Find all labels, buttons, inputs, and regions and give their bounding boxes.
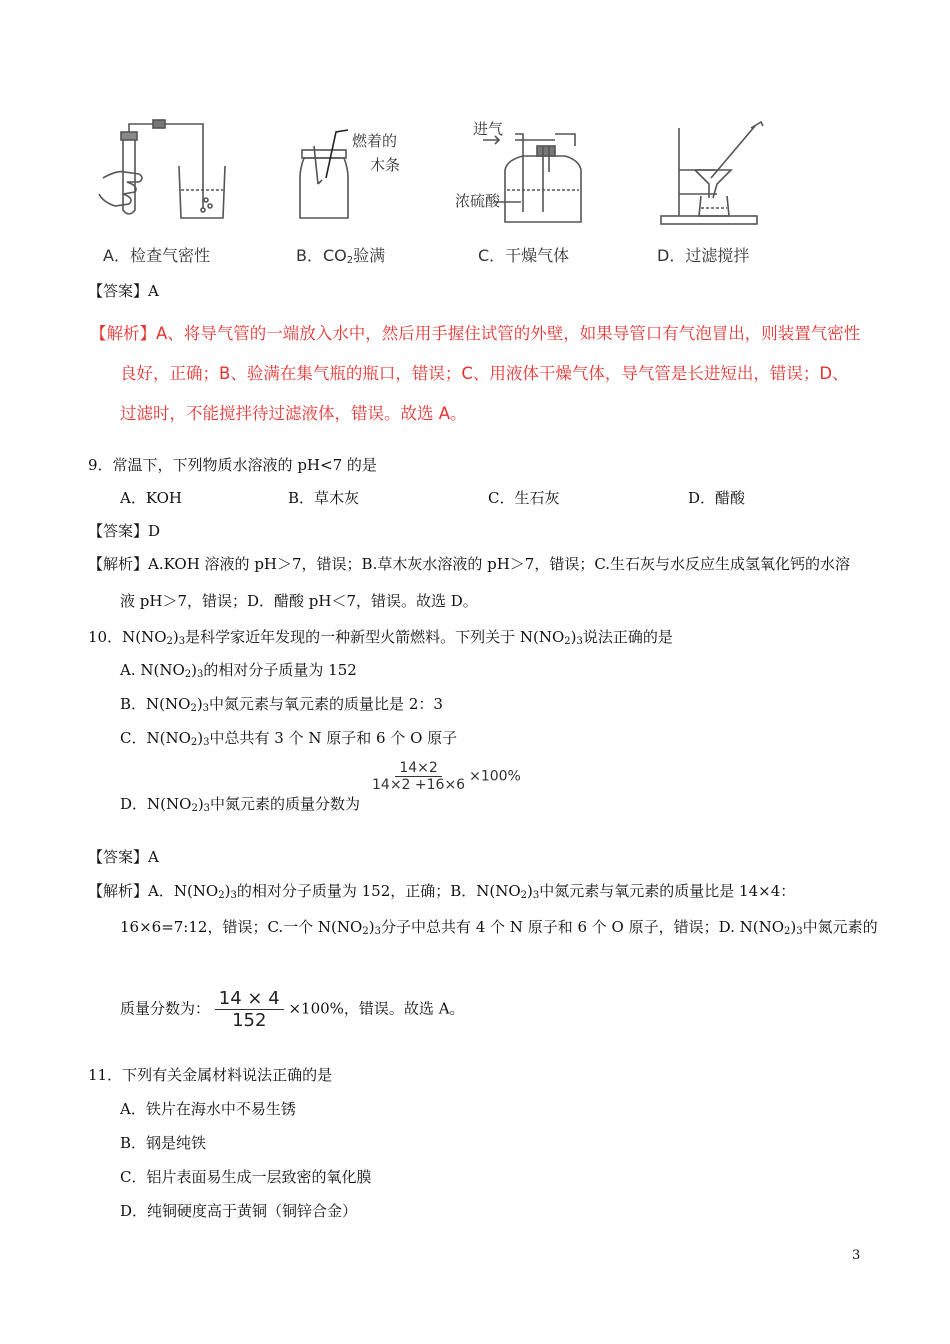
q9-analysis-line1: 【解析】A.KOH 溶液的 pH＞7，错误；B.草木灰水溶液的 pH＞7，错误；C.生石灰与水反应生成氢氧化钙的水溶 [88,555,851,573]
q10-option-b: B．$N(NO_2)_3$中氮元素与氧元素的质量比是 2：3 [120,695,443,714]
q9-option-c: C．生石灰 [488,489,560,507]
q10-analysis-line2: 16×6=7:12，错误；C.一个 $N(NO_2)_3$分子中总共有 4 个 N 原子和 6 个 O 原子，错误；D. $N(NO_2)_3$中氮元素的 [120,918,878,937]
analysis-denominator: 152 [232,1010,267,1031]
q10-option-c: C．$N(NO_2)_3$中总共有 3 个 N 原子和 6 个 O 原子 [120,729,458,748]
label-burning: 燃着的 [352,132,398,150]
formula-numerator: 14×2 [395,760,441,777]
q9-option-a: A．KOH [120,489,183,507]
caption-a: A．检查气密性 [103,246,210,265]
q11-option-c: C．铝片表面易生成一层致密的氧化膜 [120,1168,372,1186]
q10-answer: 【答案】A [88,848,159,866]
q8-analysis-line2: 良好，正确；B、验满在集气瓶的瓶口，错误；C、用液体干燥气体，导气管是长进短出，错误；D、 [120,364,849,383]
q10-option-a: A. $N(NO_2)_3$的相对分子质量为 152 [120,661,357,680]
figure-b-co2-full-check [290,118,450,228]
figure-d-filtration [655,118,785,228]
label-acid: 浓硫酸 [455,192,501,210]
q11-option-b: B．钢是纯铁 [120,1134,207,1152]
q10-option-d: D．$N(NO_2)_3$中氮元素的质量分数为 [120,795,361,814]
q8-analysis-line1: 【解析】A、将导气管的一端放入水中，然后用手握住试管的外壁，如果导管口有气泡冒出，则装置气密性 [90,324,861,343]
page-number: 3 [852,1248,861,1263]
label-stick: 木条 [370,156,401,174]
q9-analysis-line2: 液 pH＞7，错误；D．醋酸 pH＜7，错误。故选 D。 [120,592,478,610]
q10-option-d-formula: $\frac{14\times 2}{14\times 2 +16\times 6}$ ×100% [368,760,521,793]
caption-d: D．过滤搅拌 [657,246,750,265]
figure-c-dry-gas [455,112,615,232]
q9-option-b: B．草木灰 [288,489,360,507]
q8-analysis-line3: 过滤时，不能搅拌待过滤液体，错误。故选 A。 [120,404,467,423]
q9-answer: 【答案】D [88,522,161,540]
q8-answer: 【答案】A [88,282,159,300]
formula-denominator: 14×2 +16×6 [372,777,466,793]
q10-analysis-line3: 质量分数为： $\frac{14 \times 4}{152}$ ×100%，错误。故选 A。 [120,988,465,1031]
caption-b: B．$CO_2$验满 [296,246,386,266]
analysis-numerator: 14 × 4 [215,988,284,1010]
q11-option-d: D．纯铜硬度高于黄铜（铜锌合金） [120,1202,358,1220]
q11-stem: 11．下列有关金属材料说法正确的是 [88,1066,333,1084]
q9-stem: 9．常温下，下列物质水溶液的 pH<7 的是 [88,456,377,474]
q11-option-a: A．铁片在海水中不易生锈 [120,1100,296,1118]
caption-c: C．干燥气体 [478,246,570,265]
q9-option-d: D．醋酸 [688,489,746,507]
q10-stem: 10．$N(NO_2)_3$是科学家近年发现的一种新型火箭燃料。下列关于 $N(NO_2)_3$说法正确的是 [88,628,673,647]
q10-analysis-line1: 【解析】A．$N(NO_2)_3$的相对分子质量为 152，正确；B．$N(NO_2)_3$中氮元素与氧元素的质量比是 14×4： [88,882,796,901]
label-inlet: 进气 [473,120,504,138]
figure-a-airtightness-check [95,118,265,228]
